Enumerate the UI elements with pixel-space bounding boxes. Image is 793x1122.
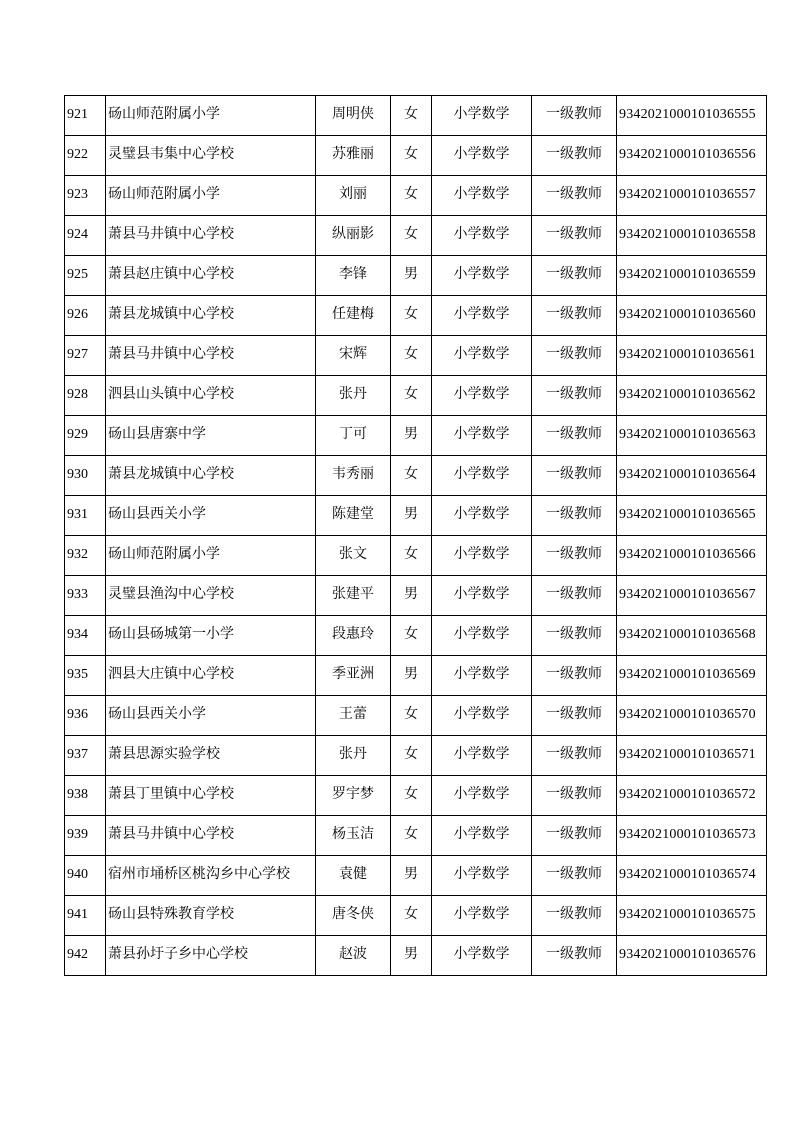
cell-name: 罗宇梦 (316, 776, 391, 816)
cell-title: 一级教师 (532, 656, 617, 696)
cell-gender: 女 (391, 296, 432, 336)
cell-row-number: 930 (65, 456, 106, 496)
cell-school: 砀山县砀城第一小学 (106, 616, 316, 656)
table-row (65, 656, 767, 696)
table-row (65, 176, 767, 216)
cell-name: 任建梅 (316, 296, 391, 336)
cell-school: 砀山县特殊教育学校 (106, 896, 316, 936)
cell-school: 砀山师范附属小学 (106, 536, 316, 576)
cell-subject: 小学数学 (432, 576, 532, 616)
cell-name: 周明侠 (316, 96, 391, 136)
cell-subject: 小学数学 (432, 216, 532, 256)
cell-school: 砀山县唐寨中学 (106, 416, 316, 456)
cell-subject: 小学数学 (432, 896, 532, 936)
cell-subject: 小学数学 (432, 936, 532, 976)
table-row (65, 496, 767, 536)
cell-row-number: 922 (65, 136, 106, 176)
cell-gender: 女 (391, 616, 432, 656)
cell-name: 张丹 (316, 736, 391, 776)
cell-title: 一级教师 (532, 496, 617, 536)
cell-school: 萧县马井镇中心学校 (106, 336, 316, 376)
table-row (65, 856, 767, 896)
cell-cert-number: 9342021000101036563 (617, 416, 767, 456)
cell-title: 一级教师 (532, 216, 617, 256)
table-row (65, 296, 767, 336)
cell-gender: 女 (391, 736, 432, 776)
cell-row-number: 932 (65, 536, 106, 576)
cell-gender: 女 (391, 336, 432, 376)
cell-subject: 小学数学 (432, 256, 532, 296)
cell-gender: 男 (391, 856, 432, 896)
table-row (65, 376, 767, 416)
cell-cert-number: 9342021000101036564 (617, 456, 767, 496)
cell-cert-number: 9342021000101036556 (617, 136, 767, 176)
cell-cert-number: 9342021000101036571 (617, 736, 767, 776)
cell-school: 灵璧县渔沟中心学校 (106, 576, 316, 616)
cell-school: 萧县龙城镇中心学校 (106, 296, 316, 336)
cell-row-number: 931 (65, 496, 106, 536)
cell-subject: 小学数学 (432, 776, 532, 816)
table-row (65, 216, 767, 256)
cell-school: 泗县山头镇中心学校 (106, 376, 316, 416)
table-row (65, 136, 767, 176)
cell-title: 一级教师 (532, 856, 617, 896)
cell-subject: 小学数学 (432, 176, 532, 216)
cell-name: 杨玉洁 (316, 816, 391, 856)
cell-cert-number: 9342021000101036574 (617, 856, 767, 896)
cell-name: 张建平 (316, 576, 391, 616)
cell-name: 王蕾 (316, 696, 391, 736)
cell-subject: 小学数学 (432, 696, 532, 736)
table-row (65, 576, 767, 616)
cell-row-number: 941 (65, 896, 106, 936)
cell-school: 萧县马井镇中心学校 (106, 816, 316, 856)
cell-subject: 小学数学 (432, 456, 532, 496)
cell-cert-number: 9342021000101036565 (617, 496, 767, 536)
cell-cert-number: 9342021000101036558 (617, 216, 767, 256)
cell-name: 季亚洲 (316, 656, 391, 696)
cell-school: 萧县丁里镇中心学校 (106, 776, 316, 816)
cell-school: 泗县大庄镇中心学校 (106, 656, 316, 696)
cell-name: 宋辉 (316, 336, 391, 376)
cell-subject: 小学数学 (432, 336, 532, 376)
cell-subject: 小学数学 (432, 136, 532, 176)
teacher-roster-table (64, 95, 767, 976)
cell-subject: 小学数学 (432, 656, 532, 696)
cell-title: 一级教师 (532, 456, 617, 496)
table-row (65, 256, 767, 296)
cell-row-number: 921 (65, 96, 106, 136)
cell-title: 一级教师 (532, 536, 617, 576)
cell-title: 一级教师 (532, 736, 617, 776)
cell-name: 韦秀丽 (316, 456, 391, 496)
cell-school: 砀山师范附属小学 (106, 96, 316, 136)
cell-gender: 男 (391, 656, 432, 696)
cell-title: 一级教师 (532, 336, 617, 376)
table-body (65, 96, 767, 976)
cell-gender: 女 (391, 96, 432, 136)
cell-row-number: 926 (65, 296, 106, 336)
cell-cert-number: 9342021000101036555 (617, 96, 767, 136)
cell-subject: 小学数学 (432, 496, 532, 536)
cell-subject: 小学数学 (432, 736, 532, 776)
cell-name: 纵丽影 (316, 216, 391, 256)
cell-school: 砀山师范附属小学 (106, 176, 316, 216)
cell-name: 刘丽 (316, 176, 391, 216)
cell-cert-number: 9342021000101036567 (617, 576, 767, 616)
cell-gender: 女 (391, 896, 432, 936)
cell-school: 萧县马井镇中心学校 (106, 216, 316, 256)
cell-subject: 小学数学 (432, 816, 532, 856)
cell-row-number: 925 (65, 256, 106, 296)
cell-cert-number: 9342021000101036560 (617, 296, 767, 336)
cell-row-number: 933 (65, 576, 106, 616)
table-row (65, 696, 767, 736)
cell-subject: 小学数学 (432, 856, 532, 896)
cell-row-number: 927 (65, 336, 106, 376)
table-row (65, 416, 767, 456)
cell-name: 张丹 (316, 376, 391, 416)
cell-cert-number: 9342021000101036575 (617, 896, 767, 936)
cell-cert-number: 9342021000101036569 (617, 656, 767, 696)
cell-name: 袁健 (316, 856, 391, 896)
table-row (65, 936, 767, 976)
table-row (65, 456, 767, 496)
table-row (65, 896, 767, 936)
cell-title: 一级教师 (532, 176, 617, 216)
cell-gender: 男 (391, 416, 432, 456)
cell-title: 一级教师 (532, 136, 617, 176)
cell-subject: 小学数学 (432, 96, 532, 136)
cell-gender: 女 (391, 536, 432, 576)
cell-school: 萧县孙圩子乡中心学校 (106, 936, 316, 976)
cell-title: 一级教师 (532, 296, 617, 336)
cell-gender: 女 (391, 696, 432, 736)
cell-gender: 女 (391, 136, 432, 176)
cell-cert-number: 9342021000101036576 (617, 936, 767, 976)
cell-gender: 女 (391, 816, 432, 856)
cell-cert-number: 9342021000101036557 (617, 176, 767, 216)
cell-subject: 小学数学 (432, 616, 532, 656)
cell-cert-number: 9342021000101036573 (617, 816, 767, 856)
cell-gender: 男 (391, 496, 432, 536)
cell-title: 一级教师 (532, 936, 617, 976)
table-row (65, 616, 767, 656)
table-row (65, 96, 767, 136)
cell-row-number: 935 (65, 656, 106, 696)
cell-subject: 小学数学 (432, 376, 532, 416)
cell-row-number: 939 (65, 816, 106, 856)
cell-row-number: 929 (65, 416, 106, 456)
cell-row-number: 937 (65, 736, 106, 776)
cell-gender: 女 (391, 216, 432, 256)
cell-row-number: 938 (65, 776, 106, 816)
cell-school: 砀山县西关小学 (106, 696, 316, 736)
cell-title: 一级教师 (532, 416, 617, 456)
cell-gender: 男 (391, 576, 432, 616)
cell-row-number: 928 (65, 376, 106, 416)
cell-row-number: 936 (65, 696, 106, 736)
cell-row-number: 934 (65, 616, 106, 656)
cell-row-number: 923 (65, 176, 106, 216)
table-row (65, 736, 767, 776)
cell-title: 一级教师 (532, 256, 617, 296)
cell-row-number: 940 (65, 856, 106, 896)
cell-title: 一级教师 (532, 96, 617, 136)
cell-subject: 小学数学 (432, 416, 532, 456)
cell-school: 萧县龙城镇中心学校 (106, 456, 316, 496)
cell-gender: 女 (391, 456, 432, 496)
cell-gender: 女 (391, 776, 432, 816)
cell-school: 砀山县西关小学 (106, 496, 316, 536)
cell-name: 丁可 (316, 416, 391, 456)
cell-cert-number: 9342021000101036566 (617, 536, 767, 576)
cell-name: 陈建堂 (316, 496, 391, 536)
cell-cert-number: 9342021000101036561 (617, 336, 767, 376)
cell-school: 宿州市埇桥区桃沟乡中心学校 (106, 856, 316, 896)
cell-title: 一级教师 (532, 896, 617, 936)
cell-name: 赵波 (316, 936, 391, 976)
cell-title: 一级教师 (532, 776, 617, 816)
cell-title: 一级教师 (532, 696, 617, 736)
cell-cert-number: 9342021000101036570 (617, 696, 767, 736)
cell-row-number: 942 (65, 936, 106, 976)
cell-title: 一级教师 (532, 376, 617, 416)
cell-cert-number: 9342021000101036562 (617, 376, 767, 416)
table-row (65, 536, 767, 576)
cell-cert-number: 9342021000101036568 (617, 616, 767, 656)
cell-subject: 小学数学 (432, 296, 532, 336)
cell-gender: 女 (391, 376, 432, 416)
table-row (65, 336, 767, 376)
cell-subject: 小学数学 (432, 536, 532, 576)
cell-gender: 男 (391, 256, 432, 296)
cell-name: 李锋 (316, 256, 391, 296)
cell-gender: 男 (391, 936, 432, 976)
cell-cert-number: 9342021000101036559 (617, 256, 767, 296)
cell-row-number: 924 (65, 216, 106, 256)
cell-name: 苏雅丽 (316, 136, 391, 176)
table-row (65, 776, 767, 816)
cell-name: 唐冬侠 (316, 896, 391, 936)
cell-cert-number: 9342021000101036572 (617, 776, 767, 816)
cell-school: 灵璧县韦集中心学校 (106, 136, 316, 176)
cell-title: 一级教师 (532, 816, 617, 856)
cell-school: 萧县思源实验学校 (106, 736, 316, 776)
cell-title: 一级教师 (532, 576, 617, 616)
cell-name: 张文 (316, 536, 391, 576)
cell-gender: 女 (391, 176, 432, 216)
cell-school: 萧县赵庄镇中心学校 (106, 256, 316, 296)
table-row (65, 816, 767, 856)
cell-title: 一级教师 (532, 616, 617, 656)
cell-name: 段惠玲 (316, 616, 391, 656)
